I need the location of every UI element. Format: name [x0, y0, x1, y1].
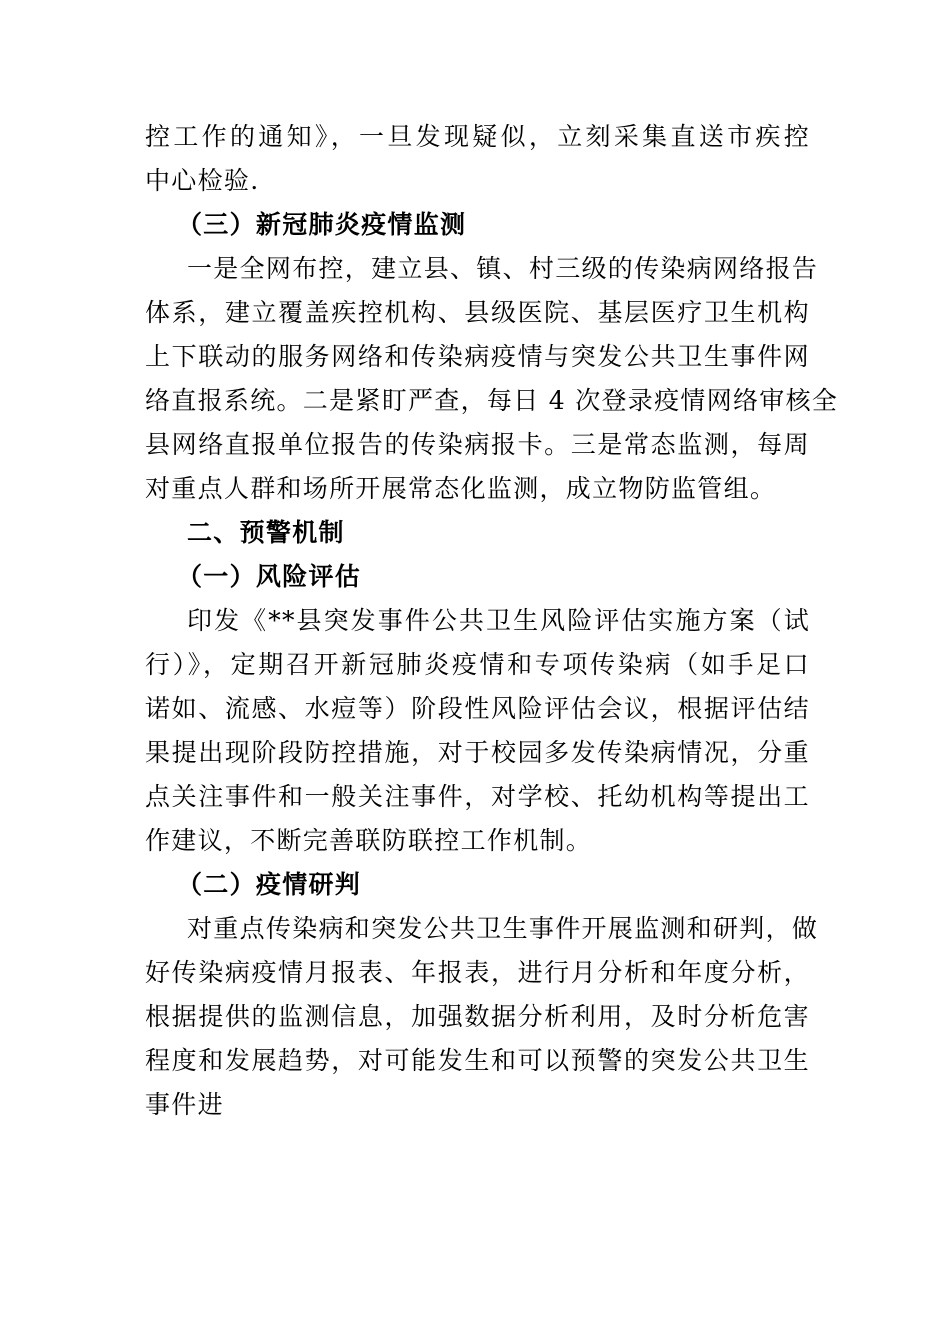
- section-heading: （三）新冠肺炎疫情监测: [177, 210, 467, 239]
- paragraph: [145, 247, 839, 511]
- text-line: 程度和发展趋势，对可能发生和可以预警的突发公共卫生: [145, 1046, 810, 1075]
- paragraph: [145, 907, 819, 1127]
- text-line: 县网络直报单位报告的传染病报卡。三是常态监测，每周: [145, 430, 810, 459]
- section-heading: （二）疫情研判: [177, 870, 362, 899]
- paragraph: [145, 599, 810, 863]
- text-line: 体系，建立覆盖疾控机构、县级医院、基层医疗卫生机构: [145, 298, 810, 327]
- chapter-heading: 二、预警机制: [187, 518, 345, 547]
- text-line: 作建议，不断完善联防联控工作机制。: [145, 826, 593, 855]
- text-line: 果提出现阶段防控措施，对于校园多发传染病情况，分重: [145, 738, 810, 767]
- text-line: 事件进: [145, 1090, 224, 1119]
- text-line: 行）》，定期召开新冠肺炎疫情和专项传染病（如手足口: [145, 650, 810, 679]
- text-line: 印发《**县突发事件公共卫生风险评估实施方案（试: [187, 606, 810, 635]
- text-line: 诺如、流感、水痘等）阶段性风险评估会议，根据评估结: [145, 694, 810, 723]
- paragraph: [145, 115, 810, 203]
- text-line: 中心检验.: [145, 166, 260, 195]
- text-line: 根据提供的监测信息，加强数据分析利用，及时分析危害: [145, 1002, 810, 1031]
- text-line: 控工作的通知》，一旦发现疑似，立刻采集直送市疾控: [145, 122, 810, 151]
- text-line: 点关注事件和一般关注事件，对学校、托幼机构等提出工: [145, 782, 810, 811]
- text-line: 一是全网布控，建立县、镇、村三级的传染病网络报告: [187, 254, 819, 283]
- text-line: 对重点传染病和突发公共卫生事件开展监测和研判，做: [187, 914, 819, 943]
- text-line: 对重点人群和场所开展常态化监测，成立物防监管组。: [145, 474, 777, 503]
- section-heading: （一）风险评估: [177, 562, 362, 591]
- text-line: 上下联动的服务网络和传染病疫情与突发公共卫生事件网: [145, 342, 810, 371]
- text-line: 络直报系统。二是紧盯严查，每日 4 次登录疫情网络审核全: [145, 386, 839, 415]
- text-line: 好传染病疫情月报表、年报表，进行月分析和年度分析，: [145, 958, 810, 987]
